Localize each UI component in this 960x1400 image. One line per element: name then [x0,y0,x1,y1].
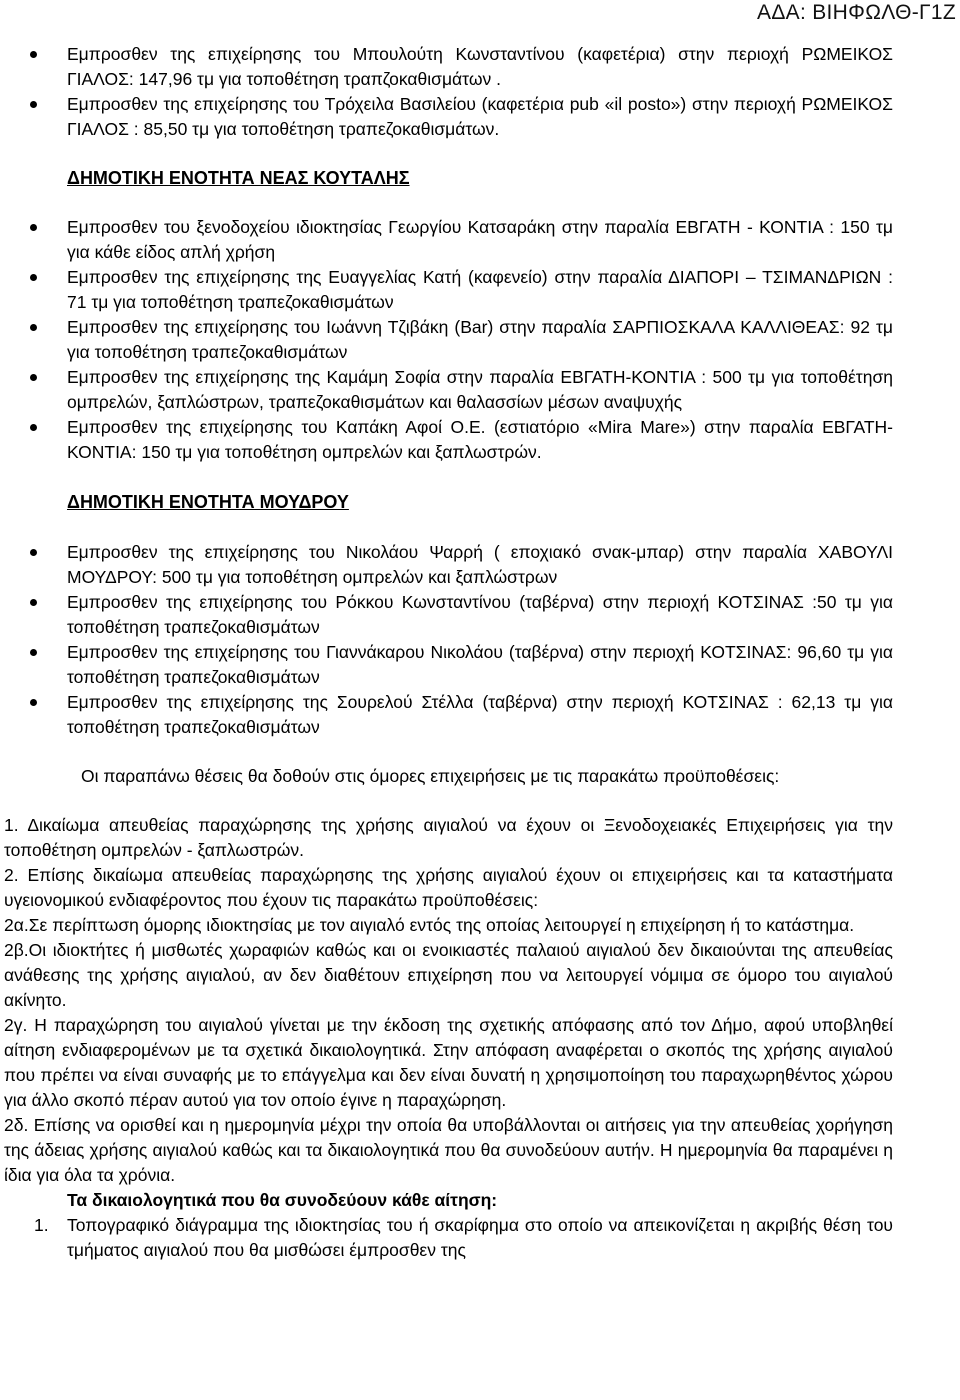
bullet-icon [30,699,37,706]
list-item: Εμπροσθεν της επιχείρησης του Μπουλούτη Κωνσταντίνου (καφετέρια) στην περιοχή ΡΩΜΕΙΚΟΣ ΓΙΑΛΟΣ: 147,96 τμ για τοποθέτηση τραπζοκαθισμάτων . [0,42,960,92]
section-heading: ΔΗΜΟΤΙΚΗ ΕΝΟΤΗΤΑ ΝΕΑΣ ΚΟΥΤΑΛΗΣ [67,168,410,188]
top-list [0,42,960,142]
bullet-icon [30,224,37,231]
ada-code: ΑΔΑ: ΒΙΗΦΩΛΘ-Γ1Ζ [757,1,956,24]
bullet-icon [30,599,37,606]
condition-paragraph: 2β.Οι ιδιοκτήτες ή μισθωτές χωραφιών καθώς και οι ενοικιαστές παλαιού αιγιαλού δεν δικαιούνται της απευθείας ανάθεσης της χρήσης αιγιαλού, αν δεν διαθέτουν επιχείρηση που να λειτουργεί νόμιμα σε όμορο του αιγιαλού ακίνητο. [4,940,893,1010]
conditions-block [0,813,960,1188]
list-item: 1. Τοπογραφικό διάγραμμα της ιδιοκτησίας του ή σκαρίφημα στο οποίο να απεικονίζεται η ακριβής θέση του τμήματος αιγιαλού που θα μισθώσει έμπροσθεν της [34,1215,893,1260]
documents-title: Τα δικαιολογητικά που θα συνοδεύουν κάθε αίτηση: [67,1190,498,1210]
list-item: Εμπροσθεν της επιχείρησης της Ευαγγελίας Κατή (καφενείο) στην παραλία ΔΙΑΠΟΡΙ – ΤΣΙΜΑΝΔΡΙΩΝ : 71 τμ για τοποθέτηση τραπεζοκαθισμάτων [0,265,960,315]
section2-list [0,540,960,740]
bullet-icon [30,424,37,431]
list-item: Εμπροσθεν της επιχείρησης του Ρόκκου Κωνσταντίνου (ταβέρνα) στην περιοχή ΚΟΤΣΙΝΑΣ :50 τμ για τοποθέτηση τραπεζοκαθισμάτων [0,590,960,640]
item-number: 1. [34,1215,49,1235]
bullet-icon [30,51,37,58]
list-item: Εμπροσθεν της επιχείρησης του Γιαννάκαρου Νικολάου (ταβέρνα) στην περιοχή ΚΟΤΣΙΝΑΣ: 96,60 τμ για τοποθέτηση τραπεζοκαθισμάτων [0,640,960,690]
list-item: Εμπροσθεν του ξενοδοχείου ιδιοκτησίας Γεωργίου Κατσαράκη στην παραλία ΕΒΓΑΤΗ - ΚΟΝΤΙΑ : 150 τμ για κάθε είδος απλή χρήση [0,215,960,265]
bullet-icon [30,374,37,381]
list-item: Εμπροσθεν της επιχείρησης του Καπάκη Αφοί Ο.Ε. (εστιατόριο «Mira Mare») στην παραλία ΕΒΓΑΤΗ-ΚΟΝΤΙΑ: 150 τμ για τοποθέτηση ομπρελών και ξαπλωστρών. [0,415,960,465]
list-item: Εμπροσθεν της επιχείρησης του Νικολάου Ψαρρή ( εποχιακό σνακ-μπαρ) στην παραλία ΧΑΒΟΥΛΙ ΜΟΥΔΡΟΥ: 500 τμ για τοποθέτηση ομπρελών και ξαπλώστρων [0,540,960,590]
documents-list [0,1213,960,1263]
bullet-icon [30,324,37,331]
conditions-intro: Οι παραπάνω θέσεις θα δοθούν στις όμορες επιχειρήσεις με τις παρακάτω προϋποθέσεις: [81,766,780,786]
condition-paragraph: 2α.Σε περίπτωση όμορης ιδιοκτησίας με τον αιγιαλό εντός της οποίας λειτουργεί η επιχείρηση ή το κατάστημα. [4,915,855,935]
list-item: Εμπροσθεν της επιχείρησης της Σουρελού Στέλλα (ταβέρνα) στην περιοχή ΚΟΤΣΙΝΑΣ : 62,13 τμ για τοποθέτηση τραπεζοκαθισμάτων [0,690,960,740]
list-item: Εμπροσθεν της επιχείρησης της Καμάμη Σοφία στην παραλία ΕΒΓΑΤΗ-ΚΟΝΤΙΑ : 500 τμ για τοποθέτηση ομπρελών, ξαπλώστρων, τραπεζοκαθισμάτων και θαλασσίων μέσων αναψυχής [0,365,960,415]
bullet-icon [30,101,37,108]
bullet-icon [30,274,37,281]
bullet-icon [30,549,37,556]
list-item: Εμπροσθεν της επιχείρησης του Τρόχειλα Βασιλείου (καφετέρια pub «il posto») στην περιοχή ΡΩΜΕΙΚΟΣ ΓΙΑΛΟΣ : 85,50 τμ για τοποθέτηση τραπεζοκαθισμάτων. [0,92,960,142]
condition-paragraph: 1. Δικαίωμα απευθείας παραχώρησης της χρήσης αιγιαλού να έχουν οι Ξενοδοχειακές Επιχειρήσεις για την τοποθέτηση ομπρελών - ξαπλωστρών. [4,815,893,860]
condition-paragraph: 2. Επίσης δικαίωμα απευθείας παραχώρησης της χρήσης αιγιαλού έχουν οι επιχειρήσεις και τα καταστήματα υγειονομικού ενδιαφέροντος που έχουν τις παρακάτω προϋποθέσεις: [4,865,893,910]
condition-paragraph: 2δ. Επίσης να ορισθεί και η ημερομηνία μέχρι την οποία θα υποβάλλονται οι αιτήσεις για την απευθείας χορήγηση της άδειας χρήσης αιγιαλού καθώς και τα δικαιολογητικά που θα συνοδεύουν αυτήν. Η ημερομηνία θα παραμένει η ίδια για όλα τα χρόνια. [4,1115,893,1185]
section1-list [0,215,960,465]
section-heading: ΔΗΜΟΤΙΚΗ ΕΝΟΤΗΤΑ ΜΟΥΔΡΟΥ [67,492,349,512]
list-item: Εμπροσθεν της επιχείρησης του Ιωάννη Τζιβάκη (Bar) στην παραλία ΣΑΡΠΙΟΣΚΑΛΑ ΚΑΛΛΙΘΕΑΣ: 92 τμ για τοποθέτηση τραπεζοκαθισμάτων [0,315,960,365]
condition-paragraph: 2γ. Η παραχώρηση του αιγιαλού γίνεται με την έκδοση της σχετικής απόφασης από τον Δήμο, αφού υποβληθεί αίτηση ενδιαφερομένων με τα σχετικά δικαιολογητικά. Στην απόφαση αναφέρεται ο σκοπός της χρήσης αιγιαλού που πρέπει να είναι συναφής με το επάγγελμα και δεν είναι δυνατή η χρησιμοποίηση του παραχωρηθέντος χώρου για άλλο σκοπό πέραν αυτού για τον οποίο έγινε η παραχώρηση. [4,1015,893,1110]
bullet-icon [30,649,37,656]
